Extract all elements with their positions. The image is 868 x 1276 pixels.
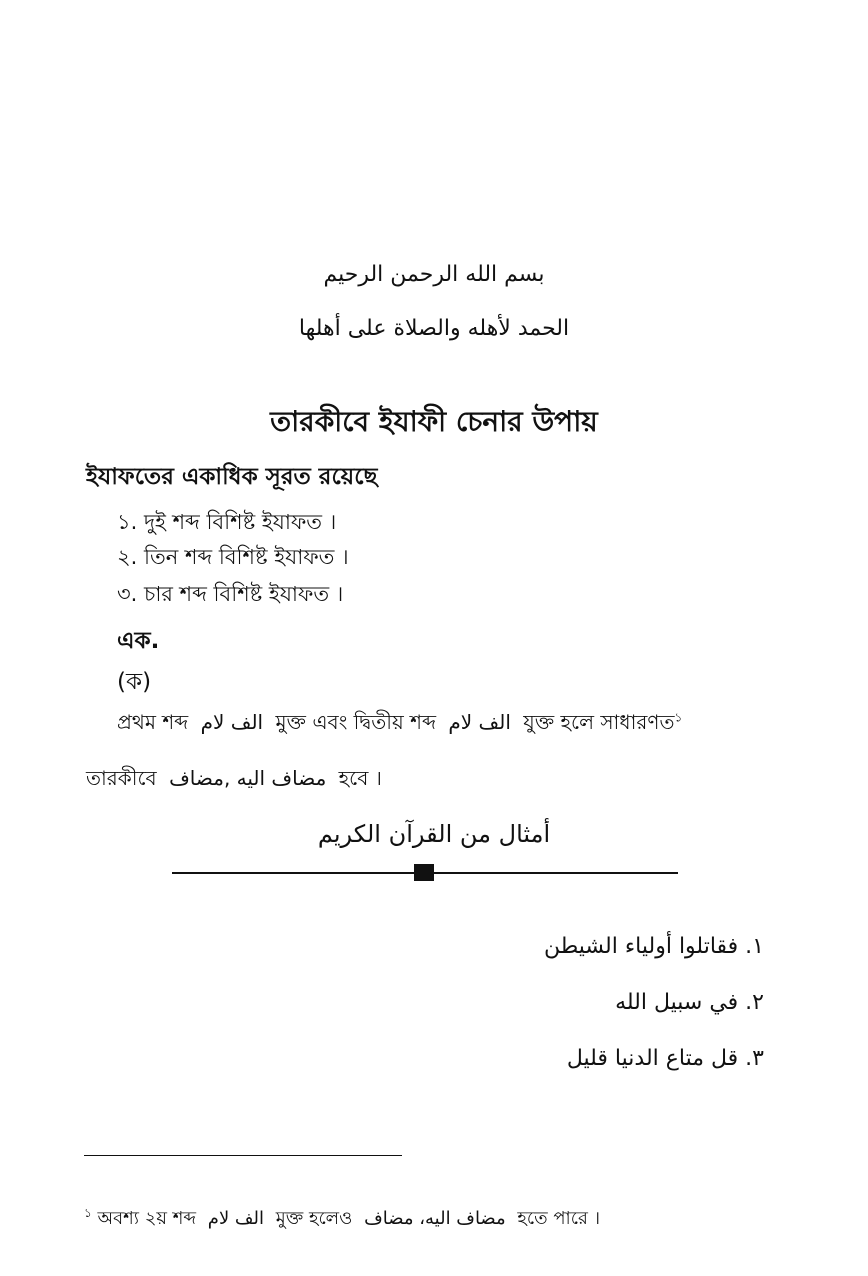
example-item: ٣. قل متاع الدنيا قليل — [566, 1046, 764, 1071]
paragraph-line-1 — [117, 708, 682, 741]
footnote-marker: ১ — [84, 1206, 92, 1220]
para1-arabic-2: الف لام — [448, 710, 511, 734]
intro-heading: ইযাফতের একাধিক সূরত রয়েছে — [86, 464, 378, 490]
footnote-divider — [84, 1155, 402, 1156]
footnote-ref: ১ — [674, 710, 683, 725]
footnote-text-c: হতে পারে । — [517, 1208, 601, 1229]
para1-text-a: প্রথম শব্দ — [117, 710, 189, 734]
subsection-ka: (ক) — [117, 669, 152, 695]
list-item: ১. দুই শব্দ বিশিষ্ট ইযাফত । — [117, 510, 337, 534]
para2-text-b: হবে । — [338, 766, 382, 790]
page-title: তারকীবে ইযাফী চেনার উপায় — [270, 405, 598, 438]
para1-text-c: যুক্ত হলে সাধারণত — [523, 710, 675, 734]
footnote-text-a: অবশ্য ২য় শব্দ — [97, 1208, 197, 1229]
para1-text-b: মুক্ত এবং দ্বিতীয় শব্দ — [275, 710, 437, 734]
footnote-arabic-1: الف لام — [207, 1208, 265, 1229]
list-item: ৩. চার শব্দ বিশিষ্ট ইযাফত । — [117, 582, 344, 606]
footnote — [84, 1204, 600, 1235]
section-number-ek: এক. — [117, 628, 160, 654]
section-title: أمثال من القرآن الكريم — [317, 820, 551, 848]
bismillah-line: بسم الله الرحمن الرحيم — [323, 262, 545, 287]
hamd-line: الحمد لأهله والصلاة على أهلها — [298, 316, 570, 341]
list-item: ২. তিন শব্দ বিশিষ্ট ইযাফত । — [117, 545, 349, 569]
example-item: ٢. في سبيل الله — [615, 990, 764, 1015]
para1-arabic-1: الف لام — [200, 710, 264, 734]
footnote-text-b: মুক্ত হলেও — [275, 1208, 353, 1229]
paragraph-line-2 — [86, 764, 382, 797]
divider-ornament — [414, 864, 434, 881]
para2-arabic: مضاف اليه ,مضاف — [169, 766, 327, 790]
example-item: ١. فقاتلوا أولياء الشيطن — [543, 934, 764, 959]
para2-text-a: তারকীবে — [86, 766, 157, 790]
footnote-arabic-2: مضاف اليه، مضاف — [364, 1208, 506, 1229]
